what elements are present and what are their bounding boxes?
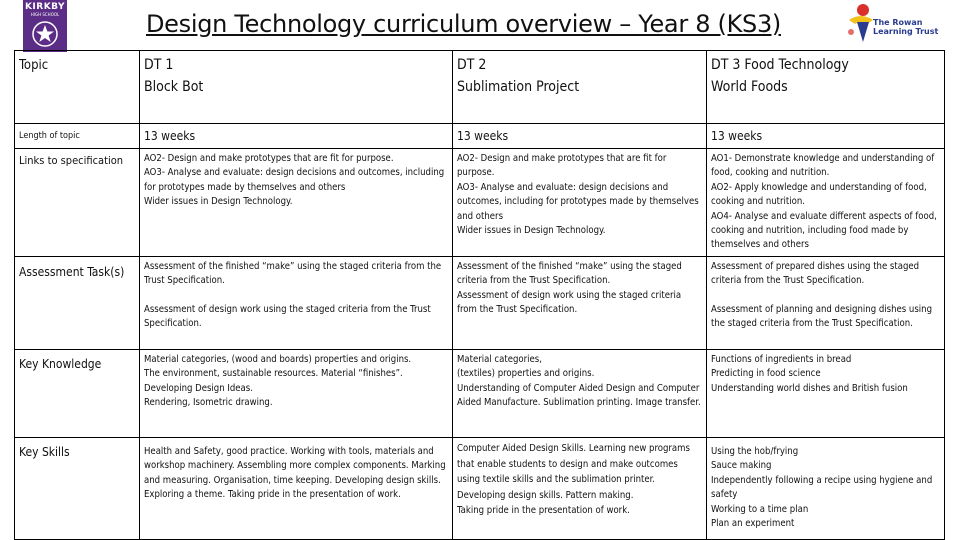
skills-dt2: Computer Aided Design Skills. Learning new programs that enable students to design and make outcomes using textile skills and the sublimation printer. Developing design skills. Pattern making. Taking pride in the presentation of work. (453, 438, 707, 540)
trust-logo (843, 2, 955, 48)
links-dt2: AO2- Design and make prototypes that are fit for purpose. AO3- Analyse and evaluate: design decisions and outcomes, including for prototypes made by themselves and others Wider issues in Design Technology. (453, 149, 707, 257)
curriculum-table (14, 50, 945, 540)
knowledge-label: Key Knowledge (15, 350, 140, 438)
school-logo-sub: HIGH SCHOOL (30, 12, 60, 17)
assessment-row (15, 257, 945, 350)
length-dt1: 13 weeks (140, 124, 453, 149)
links-row (15, 149, 945, 257)
unit-dt3: DT 3 Food Technology World Foods (707, 51, 945, 124)
knowledge-dt3: Functions of ingredients in bread Predicting in food science Understanding world dishes and British fusion (707, 350, 945, 438)
length-dt2: 13 weeks (453, 124, 707, 149)
school-logo (23, 0, 67, 52)
page-title: Design Technology curriculum overview – Year 8 (KS3) (146, 10, 781, 38)
skills-label: Key Skills (15, 438, 140, 540)
links-label: Links to specification (15, 149, 140, 257)
unit-dt2: DT 2 Sublimation Project (453, 51, 707, 124)
links-dt3: AO1- Demonstrate knowledge and understanding of food, cooking and nutrition. AO2- Apply knowledge and understanding of food, cooking and nutrition. AO4- Analyse and evaluate different aspects of food, cooking and nutrition, including food made by themselves and others (707, 149, 945, 257)
assessment-dt2: Assessment of the finished “make” using the staged criteria from the Trust Specification. Assessment of design work using the staged criteria from the Trust Specification. (453, 257, 707, 350)
unit-dt1: DT 1 Block Bot (140, 51, 453, 124)
trust-logo-text: The Rowan Learning Trust (873, 18, 939, 36)
length-dt3: 13 weeks (707, 124, 945, 149)
links-dt1: AO2- Design and make prototypes that are fit for purpose. AO3- Analyse and evaluate: design decisions and outcomes, including for prototypes made by themselves and others Wider issues in Design Technology. (140, 149, 453, 257)
knowledge-dt2: Material categories, (textiles) properties and origins. Understanding of Computer Aided Design and Computer Aided Manufacture. Sublimation printing. Image transfer. (453, 350, 707, 438)
school-logo-name: KIRKBY (24, 2, 66, 12)
knowledge-dt1: Material categories, (wood and boards) properties and origins. The environment, sustainable resources. Material “finishes”. Developing Design Ideas. Rendering, Isometric drawing. (140, 350, 453, 438)
star-emblem-icon (31, 20, 59, 48)
assessment-label: Assessment Task(s) (15, 257, 140, 350)
assessment-dt1: Assessment of the finished “make” using the staged criteria from the Trust Specification. Assessment of design work using the staged criteria from the Trust Specification. (140, 257, 453, 350)
topic-label: Topic (15, 51, 140, 124)
length-label: Length of topic (15, 124, 140, 149)
topic-row (15, 51, 945, 124)
knowledge-row (15, 350, 945, 438)
skills-dt3: Using the hob/frying Sauce making Independently following a recipe using hygiene and safety Working to a time plan Plan an experiment (707, 438, 945, 540)
length-row (15, 124, 945, 149)
skills-dt1: Health and Safety, good practice. Working with tools, materials and workshop machinery. Assembling more complex components. Marking and measuring. Organisation, time keeping. Developing design skills. Exploring a theme. Taking pride in the presentation of work. (140, 438, 453, 540)
assessment-dt3: Assessment of prepared dishes using the staged criteria from the Trust Specification. Assessment of planning and designing dishes using the staged criteria from the Trust Specification. (707, 257, 945, 350)
skills-row (15, 438, 945, 540)
